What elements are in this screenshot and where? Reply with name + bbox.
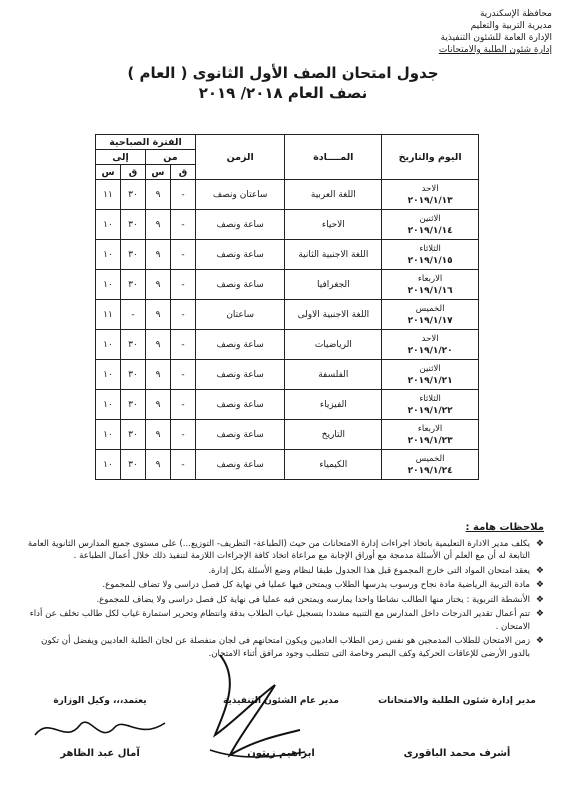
date-label: ٢٠١٩/١/٢٤ — [407, 465, 453, 476]
day-label: الاربعاء — [417, 273, 443, 284]
to-q-cell: ٣٠ — [121, 330, 146, 360]
bullet-icon: ❖ — [535, 636, 544, 646]
from-q-cell: - — [170, 420, 195, 450]
duration-cell: ساعة ونصف — [195, 360, 285, 390]
date-label: ٢٠١٩/١/٢١ — [407, 375, 453, 386]
from-q-cell: - — [170, 180, 195, 210]
header-day-date: اليوم والتاريخ — [382, 135, 479, 180]
day-date-cell — [382, 240, 479, 270]
to-s-cell: ١٠ — [96, 420, 121, 450]
date-label: ٢٠١٩/١/٢٣ — [407, 435, 453, 446]
to-q-cell: ٣٠ — [121, 210, 146, 240]
day-date-cell — [382, 210, 479, 240]
to-s-cell: ١٠ — [96, 360, 121, 390]
notes-title: ملاحظات هامة : — [465, 522, 544, 533]
day-date-cell — [382, 390, 479, 420]
schedule-body — [96, 180, 479, 480]
subject-cell: اللغة الاجنبية الثانية — [285, 240, 382, 270]
note-text: يكلف مدير الادارة التعليمية باتخاذ اجراءات إدارة الامتحانات من حيث (الطباعة- التظريف- التوزيع...) على مستوى جميع المدارس الثانوية العامة التابعة له أن مع العلم أن الأسئلة مدمجة مع أوراق الإجابة مع مراعاة اتخاذ كافة الإجراءات اللازمة لتنفيذ ذلك خلال أعمال الطباعة . — [27, 538, 530, 561]
subject-cell: اللغة الاجنبية الاولى — [285, 300, 382, 330]
bullet-icon: ❖ — [535, 565, 544, 576]
to-s-cell: ١٠ — [96, 390, 121, 420]
table-row — [96, 300, 479, 330]
bullet-icon: ❖ — [535, 538, 544, 549]
duration-cell: ساعة ونصف — [195, 420, 285, 450]
header-to-q: ق — [121, 165, 146, 180]
title-line2: نصف العام ٢٠١٨/ ٢٠١٩ — [198, 84, 368, 102]
from-q-cell: - — [170, 390, 195, 420]
table-row — [96, 360, 479, 390]
header-from: من — [146, 150, 196, 165]
from-q-cell: - — [170, 270, 195, 300]
duration-cell: ساعتان — [195, 300, 285, 330]
note-item — [20, 538, 544, 563]
header-line: إدارة شئون الطلبة والامتحانات — [438, 45, 552, 55]
day-date-cell — [382, 270, 479, 300]
from-q-cell: - — [170, 210, 195, 240]
from-q-cell: - — [170, 240, 195, 270]
day-label: الخميس — [415, 453, 445, 464]
from-q-cell: - — [170, 330, 195, 360]
ministry-header — [382, 8, 552, 56]
header-line: محافظة الإسكندرية — [479, 9, 552, 19]
day-label: الثلاثاء — [419, 393, 441, 404]
table-row — [96, 450, 479, 480]
table-row — [96, 240, 479, 270]
note-text: يعقد امتحان المواد التى خارج المجموع قبل هذا الجدول طبقا لنظام وضع الأسئلة بكل إدارة. — [208, 565, 530, 576]
duration-cell: ساعة ونصف — [195, 390, 285, 420]
subject-cell: الكيمياء — [285, 450, 382, 480]
day-label: الاربعاء — [417, 423, 443, 434]
signature-title: يعتمد،،، وكيل الوزارة — [53, 696, 147, 706]
note-item — [20, 594, 544, 607]
signature-title: مدير عام الشئون التنفيذية — [223, 696, 339, 706]
from-s-cell: ٩ — [146, 420, 171, 450]
duration-cell: ساعة ونصف — [195, 450, 285, 480]
duration-cell: ساعة ونصف — [195, 330, 285, 360]
from-q-cell: - — [170, 300, 195, 330]
header-duration: الزمن — [195, 135, 285, 180]
header-line: الإدارة العامة للشئون التنفيذية — [440, 33, 552, 43]
note-item — [20, 565, 544, 578]
day-date-cell — [382, 300, 479, 330]
table-row — [96, 390, 479, 420]
day-label: الثلاثاء — [419, 243, 441, 254]
day-label: الاحد — [421, 333, 439, 344]
to-q-cell: ٣٠ — [121, 360, 146, 390]
from-s-cell: ٩ — [146, 390, 171, 420]
date-label: ٢٠١٩/١/٢٢ — [407, 405, 453, 416]
subject-cell: الاحياء — [285, 210, 382, 240]
day-date-cell — [382, 360, 479, 390]
subject-cell: الفلسفة — [285, 360, 382, 390]
from-s-cell: ٩ — [146, 240, 171, 270]
table-row — [96, 420, 479, 450]
duration-cell: ساعة ونصف — [195, 240, 285, 270]
subject-cell: الجغرافيا — [285, 270, 382, 300]
header-line: مديرية التربية والتعليم — [470, 21, 552, 31]
duration-cell: ساعة ونصف — [195, 210, 285, 240]
note-item — [20, 579, 544, 592]
bullet-icon: ❖ — [535, 594, 544, 605]
note-text: الأنشطة التربوية : يختار منها الطالب نشاطا واحدا يمارسه ويمتحن فيه عمليا فى نهاية كل فصل دراسى ولا يضاف للمجموع. — [96, 594, 530, 605]
to-s-cell: ١٠ — [96, 330, 121, 360]
bullet-icon: ❖ — [535, 580, 544, 590]
to-q-cell: ٣٠ — [121, 420, 146, 450]
subject-cell: اللغة العربية — [285, 180, 382, 210]
from-s-cell: ٩ — [146, 180, 171, 210]
header-from-q: ق — [170, 165, 195, 180]
day-date-cell — [382, 180, 479, 210]
day-date-cell — [382, 450, 479, 480]
to-q-cell: - — [121, 300, 146, 330]
to-s-cell: ١١ — [96, 180, 121, 210]
signature-name: ابراهيم زيتون — [247, 748, 315, 759]
table-row — [96, 210, 479, 240]
to-s-cell: ١٠ — [96, 270, 121, 300]
day-date-cell — [382, 330, 479, 360]
table-row — [96, 330, 479, 360]
handwritten-signature-icon — [200, 640, 310, 770]
bullet-icon: ❖ — [535, 609, 544, 619]
date-label: ٢٠١٩/١/١٦ — [407, 285, 453, 296]
from-s-cell: ٩ — [146, 270, 171, 300]
day-label: الاثنين — [419, 213, 441, 224]
from-q-cell: - — [170, 450, 195, 480]
to-q-cell: ٣٠ — [121, 390, 146, 420]
to-q-cell: ٣٠ — [121, 450, 146, 480]
to-q-cell: ٣٠ — [121, 240, 146, 270]
to-q-cell: ٣٠ — [121, 270, 146, 300]
subject-cell: الفيزياء — [285, 390, 382, 420]
to-s-cell: ١٠ — [96, 240, 121, 270]
header-to-s: س — [96, 165, 121, 180]
table-row — [96, 270, 479, 300]
signature-right — [372, 696, 542, 759]
day-date-cell — [382, 420, 479, 450]
to-s-cell: ١٠ — [96, 210, 121, 240]
from-q-cell: - — [170, 360, 195, 390]
from-s-cell: ٩ — [146, 330, 171, 360]
day-label: الاثنين — [419, 363, 441, 374]
header-period: الفترة الصباحية — [96, 135, 196, 150]
date-label: ٢٠١٩/١/١٥ — [407, 255, 453, 266]
from-s-cell: ٩ — [146, 210, 171, 240]
title-line1: جدول امتحان الصف الأول الثانوى ( العام ) — [127, 64, 439, 82]
date-label: ٢٠١٩/١/١٧ — [407, 315, 453, 326]
header-from-s: س — [146, 165, 171, 180]
from-s-cell: ٩ — [146, 450, 171, 480]
day-label: الخميس — [415, 303, 445, 314]
document-title — [0, 64, 566, 102]
subject-cell: الرياضيات — [285, 330, 382, 360]
handwritten-signature-icon — [30, 705, 170, 755]
day-label: الاحد — [421, 183, 439, 194]
note-text: زمن الامتحان للطلاب المدمجين هو نفس زمن الطلاب العاديين ويكون امتحانهم فى لجان منفصلة عن لجان الطلبة العاديين ويفضل أن تكون بالدور الأرضى للإعاقات الحركية وكف البصر وخاصة التى تتطلب وجود مرافق أثناء الامتحان. — [41, 636, 530, 659]
header-to: إلى — [96, 150, 146, 165]
duration-cell: ساعتان ونصف — [195, 180, 285, 210]
date-label: ٢٠١٩/١/١٤ — [407, 225, 453, 236]
note-item — [20, 608, 544, 633]
signature-name: أشرف محمد الباقورى — [403, 748, 511, 759]
table-row — [96, 180, 479, 210]
note-text: مادة التربية الرياضية مادة نجاح ورسوب يدرسها الطلاب ويمتحن فيها عمليا في نهاية كل فصل دراسى ولا تضاف للمجموع. — [102, 580, 530, 590]
signature-title: مدير إدارة شئون الطلبة والامتحانات — [378, 696, 536, 706]
signature-name: آمال عبد الظاهر — [60, 748, 140, 759]
date-label: ٢٠١٩/١/١٣ — [407, 195, 453, 206]
subject-cell: التاريخ — [285, 420, 382, 450]
to-s-cell: ١٠ — [96, 450, 121, 480]
from-s-cell: ٩ — [146, 360, 171, 390]
exam-schedule-table — [95, 134, 479, 480]
to-s-cell: ١١ — [96, 300, 121, 330]
note-text: تتم أعمال تقدير الدرجات داخل المدارس مع التنبيه مشددا بتسجيل غياب الطلاب بدقة وانتظام وتحرير استمارة غياب لكل طالب تخلف عن أداء الامتحان . — [29, 609, 530, 632]
schedule-table-wrapper — [95, 134, 479, 480]
from-s-cell: ٩ — [146, 300, 171, 330]
to-q-cell: ٣٠ — [121, 180, 146, 210]
date-label: ٢٠١٩/١/٢٠ — [407, 345, 453, 356]
duration-cell: ساعة ونصف — [195, 270, 285, 300]
header-subject: المــــادة — [285, 135, 382, 180]
